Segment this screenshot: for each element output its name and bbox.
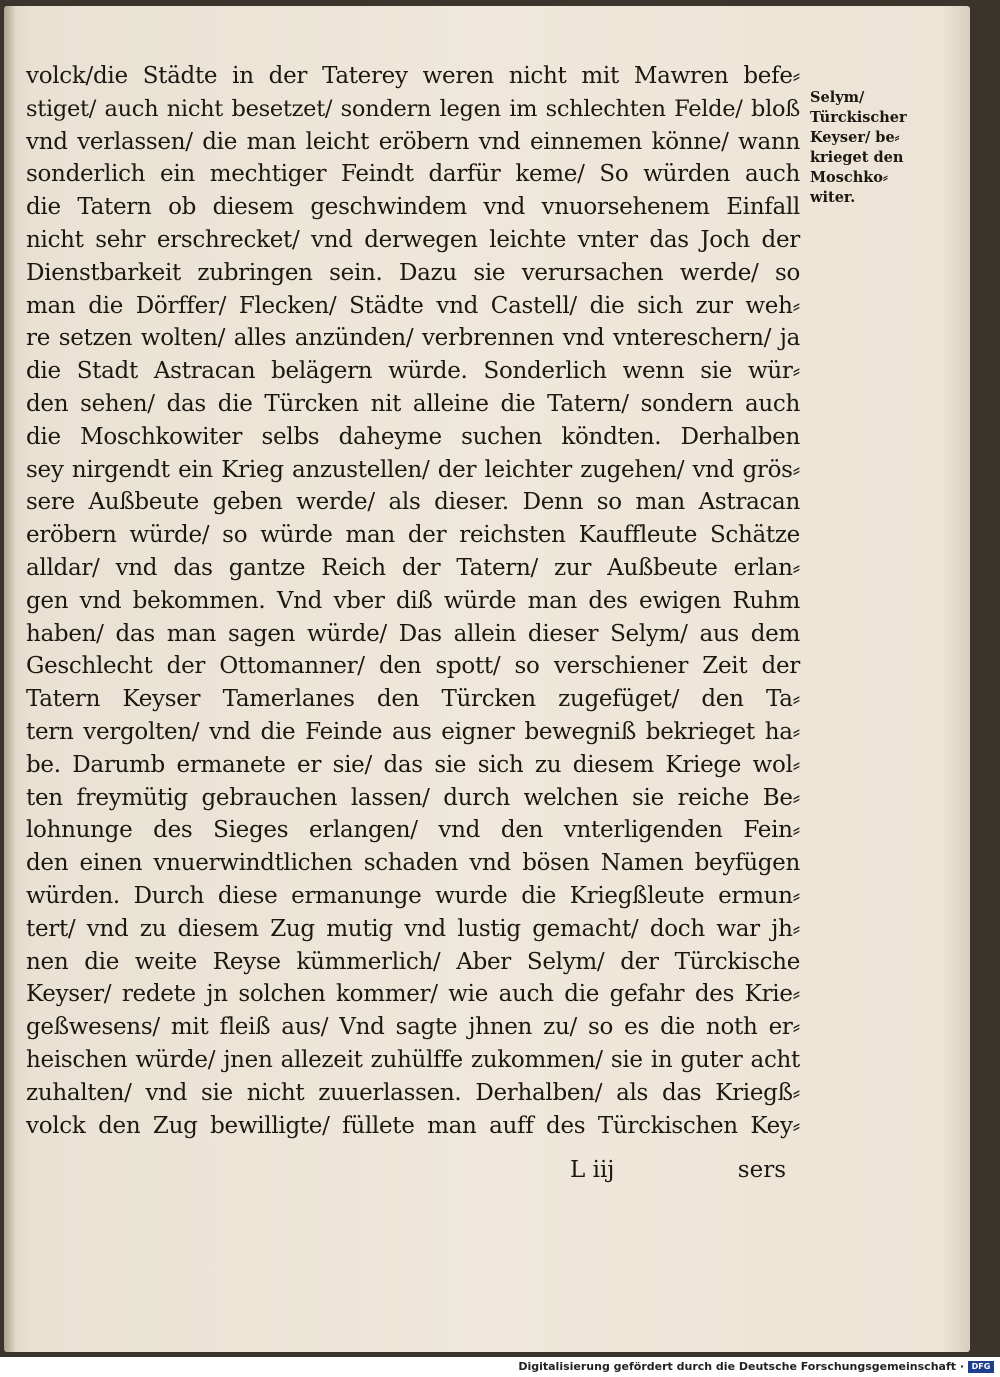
gutter-shadow <box>4 6 16 1352</box>
signature-mark: L iij <box>570 1157 615 1183</box>
body-text <box>26 60 800 1142</box>
marginal-note-line: Moschko⸗ <box>810 169 888 186</box>
text-line: man die Dörffer/ Flecken/ Städte vnd Castell/ die sich zur weh⸗ <box>26 292 800 319</box>
text-line: ten freymütig gebrauchen lassen/ durch welchen sie reiche Be⸗ <box>26 784 800 811</box>
marginal-note <box>810 88 932 208</box>
text-line: heischen würde/ jnen allezeit zuhülffe zukommen/ sie in guter acht <box>26 1046 800 1073</box>
text-line: die Tatern ob diesem geschwindem vnd vnuorsehenem Einfall <box>26 194 800 221</box>
text-line: die Moschkowiter selbs daheyme suchen köndten. Derhalben <box>26 423 800 450</box>
text-line: volck/die Städte in der Taterey weren nicht mit Mawren befe⸗ <box>26 63 800 89</box>
digitization-credit-bar <box>0 1357 1000 1377</box>
text-line: alldar/ vnd das gantze Reich der Tatern/ zur Außbeute erlan⸗ <box>26 554 800 581</box>
text-line: sonderlich ein mechtiger Feindt darfür keme/ So würden auch <box>26 161 800 188</box>
text-line: würden. Durch diese ermanunge wurde die Kriegßleute ermun⸗ <box>26 882 800 909</box>
text-line: sere Außbeute geben werde/ als dieser. Denn so man Astracan <box>26 489 800 516</box>
text-line: Geschlecht der Ottomanner/ den spott/ so verschiener Zeit der <box>26 653 800 680</box>
text-line: den einen vnuerwindtlichen schaden vnd bösen Namen beyfügen <box>26 850 800 877</box>
text-line: tert/ vnd zu diesem Zug mutig vnd lustig gemacht/ doch war jh⸗ <box>26 915 800 942</box>
text-line: volck den Zug bewilligte/ füllete man auff des Türckischen Key⸗ <box>26 1112 800 1139</box>
text-line: sey nirgendt ein Krieg anzustellen/ der leichter zugehen/ vnd grös⸗ <box>26 456 800 483</box>
text-line: Keyser/ redete jn solchen kommer/ wie auch die gefahr des Krie⸗ <box>26 981 800 1008</box>
text-line: Dienstbarkeit zubringen sein. Dazu sie verursachen werde/ so <box>26 259 800 286</box>
text-line: lohnunge des Sieges erlangen/ vnd den vnterligenden Fein⸗ <box>26 817 800 844</box>
book-page <box>4 6 970 1352</box>
text-line: vnd verlassen/ die man leicht eröbern vnd einnemen könne/ wann <box>26 128 800 155</box>
text-line: tern vergolten/ vnd die Feinde aus eigner bewegniß bekrieget ha⸗ <box>26 718 800 745</box>
text-line: re setzen wolten/ alles anzünden/ verbrennen vnd vntereschern/ ja <box>26 325 800 352</box>
text-line: geßwesens/ mit fleiß aus/ Vnd sagte jhnen zu/ so es die noth er⸗ <box>26 1014 800 1041</box>
catchword: sers <box>737 1157 786 1183</box>
text-line: nicht sehr erschrecket/ vnd derwegen leichte vnter das Joch der <box>26 226 800 253</box>
text-line: be. Darumb ermanete er sie/ das sie sich zu diesem Kriege wol⸗ <box>26 751 800 778</box>
text-line: haben/ das man sagen würde/ Das allein dieser Selym/ aus dem <box>26 620 800 647</box>
text-line: Tatern Keyser Tamerlanes den Türcken zugefüget/ den Ta⸗ <box>26 686 800 713</box>
text-line: gen vnd bekommen. Vnd vber diß würde man des ewigen Ruhm <box>26 587 800 614</box>
text-line: den sehen/ das die Türcken nit alleine die Tatern/ sondern auch <box>26 390 800 417</box>
text-line: zuhalten/ vnd sie nicht zuuerlassen. Derhalben/ als das Kriegß⸗ <box>26 1079 800 1106</box>
marginal-note-line: krieget den <box>810 149 904 166</box>
marginal-note-line: Keyser/ be⸗ <box>810 129 900 146</box>
text-line: eröbern würde/ so würde man der reichsten Kauffleute Schätze <box>26 522 800 549</box>
marginal-note-line: Türckischer <box>810 109 907 126</box>
text-line: die Stadt Astracan belägern würde. Sonderlich wenn sie wür⸗ <box>26 358 800 385</box>
text-line: nen die weite Reyse kümmerlich/ Aber Selym/ der Türckische <box>26 948 800 975</box>
marginal-note-line: witer. <box>810 189 856 206</box>
page-footer <box>26 1152 800 1188</box>
text-line: stiget/ auch nicht besetzet/ sondern legen im schlechten Felde/ bloß <box>26 95 800 122</box>
credit-text: Digitalisierung gefördert durch die Deutsche Forschungsgemeinschaft · <box>518 1360 964 1373</box>
dfg-logo: DFG <box>968 1361 994 1373</box>
marginal-note-line: Selym/ <box>810 89 865 106</box>
